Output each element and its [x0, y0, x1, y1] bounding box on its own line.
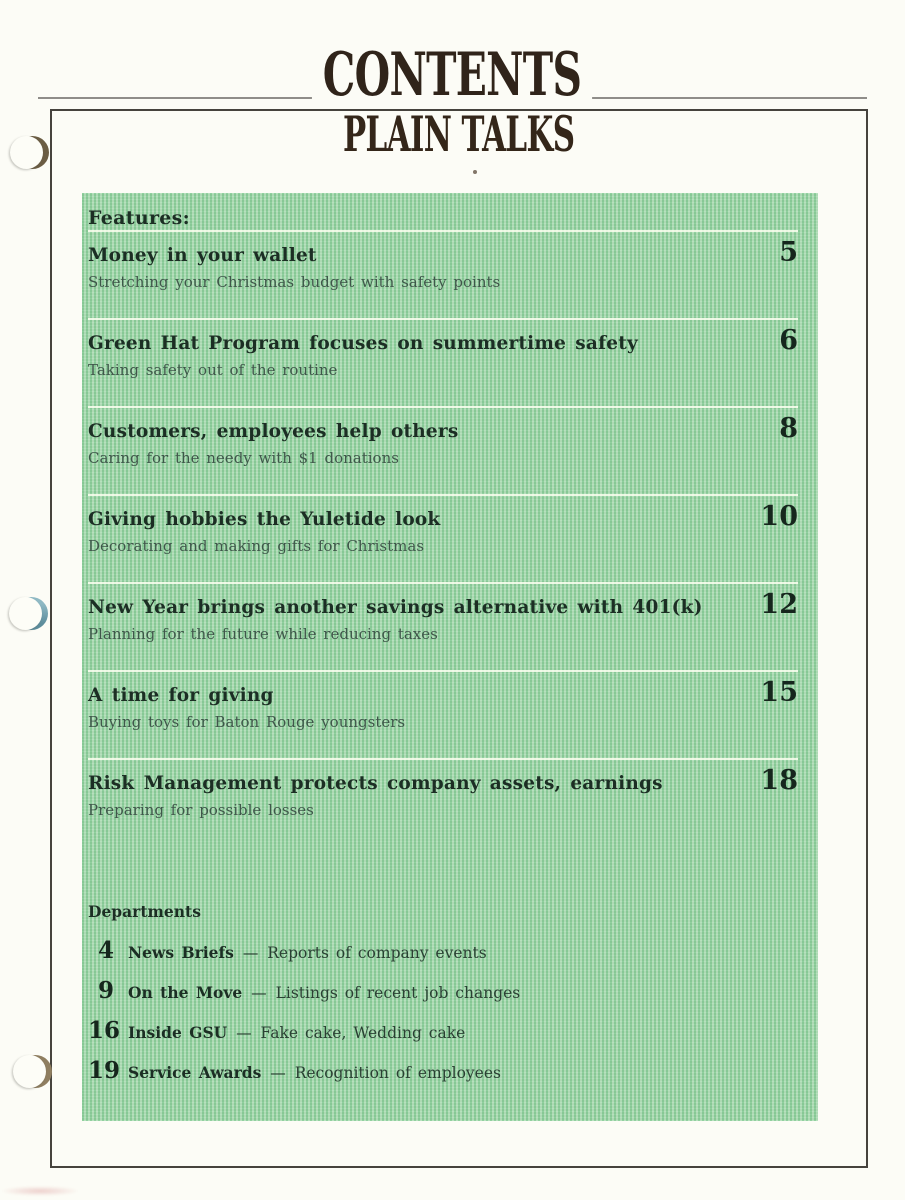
feature-title-row: [88, 501, 798, 533]
punch-hole-top: [16, 136, 49, 169]
feature-page-number: 8: [779, 413, 798, 444]
department-description: Reports of company events: [267, 944, 487, 962]
feature-subtitle: Stretching your Christmas budget with safety points: [88, 273, 501, 291]
department-name: Service Awards: [128, 1063, 262, 1082]
feature-title: Risk Management protects company assets, earnings: [88, 773, 663, 794]
feature-page-number: 5: [779, 237, 798, 268]
feature-subtitle: Planning for the future while reducing taxes: [88, 625, 438, 643]
feature-page-number: 12: [760, 589, 798, 620]
department-separator: —: [263, 1064, 293, 1082]
department-page-number: 16: [88, 1017, 121, 1044]
feature-page-number: 6: [779, 325, 798, 356]
feature-title: Customers, employees help others: [88, 421, 459, 442]
feature-entry: [88, 670, 798, 758]
feature-entry: [88, 230, 798, 318]
feature-entry: [88, 582, 798, 670]
feature-title: Giving hobbies the Yuletide look: [88, 509, 441, 530]
feature-entry: [88, 494, 798, 582]
feature-entry: [88, 758, 798, 846]
department-name: On the Move: [128, 983, 243, 1002]
department-description: Recognition of employees: [294, 1064, 501, 1082]
feature-subtitle: Preparing for possible losses: [88, 801, 314, 819]
feature-title-row: [88, 765, 798, 797]
feature-entry: [88, 406, 798, 494]
department-name: News Briefs: [128, 943, 234, 962]
feature-title: Money in your wallet: [88, 245, 317, 266]
department-page-number: 19: [88, 1057, 121, 1084]
department-text: [128, 983, 520, 1002]
department-description: Fake cake, Wedding cake: [260, 1024, 466, 1042]
feature-title-row: [88, 413, 798, 445]
department-page-number: 4: [97, 937, 114, 964]
feature-subtitle: Buying toys for Baton Rouge youngsters: [88, 713, 406, 731]
feature-title-row: [88, 677, 798, 709]
contents-masthead: [0, 40, 905, 110]
feature-title-row: [88, 325, 798, 357]
departments-heading: Departments: [88, 902, 201, 921]
feature-title: New Year brings another savings alternative with 401(k): [88, 597, 703, 618]
feature-title: A time for giving: [88, 685, 274, 706]
department-entry: [88, 977, 798, 1002]
departments-section: [88, 902, 798, 1082]
department-description: Listings of recent job changes: [275, 984, 521, 1002]
feature-title-row: [88, 237, 798, 269]
department-text: [128, 943, 487, 962]
department-name: Inside GSU: [128, 1023, 228, 1042]
contents-panel: [82, 193, 818, 1121]
feature-subtitle: Decorating and making gifts for Christmas: [88, 537, 425, 555]
feature-entry: [88, 318, 798, 406]
punch-hole-bottom: [19, 1055, 52, 1088]
feature-page-number: 15: [760, 677, 798, 708]
department-entry: [88, 1057, 798, 1082]
contents-masthead-text: CONTENTS: [312, 51, 592, 99]
feature-subtitle: Caring for the needy with $1 donations: [88, 449, 399, 467]
department-separator: —: [244, 984, 274, 1002]
feature-page-number: 10: [760, 501, 798, 532]
department-separator: —: [235, 944, 266, 962]
department-separator: —: [229, 1024, 259, 1042]
punch-hole-middle: [15, 597, 48, 630]
department-text: [128, 1023, 465, 1042]
department-page-number: 9: [97, 977, 114, 1004]
feature-title-row: [88, 589, 798, 621]
department-entry: [88, 937, 798, 962]
magazine-title-text: PLAIN TALKS: [343, 105, 575, 163]
scan-smudge: [0, 1186, 80, 1196]
magazine-title: [50, 105, 868, 163]
feature-subtitle: Taking safety out of the routine: [88, 361, 338, 379]
department-entry: [88, 1017, 798, 1042]
features-heading: Features:: [88, 207, 190, 229]
feature-title: Green Hat Program focuses on summertime safety: [88, 333, 638, 354]
department-text: [128, 1063, 501, 1082]
feature-page-number: 18: [760, 765, 798, 796]
ink-dot: [473, 170, 477, 174]
